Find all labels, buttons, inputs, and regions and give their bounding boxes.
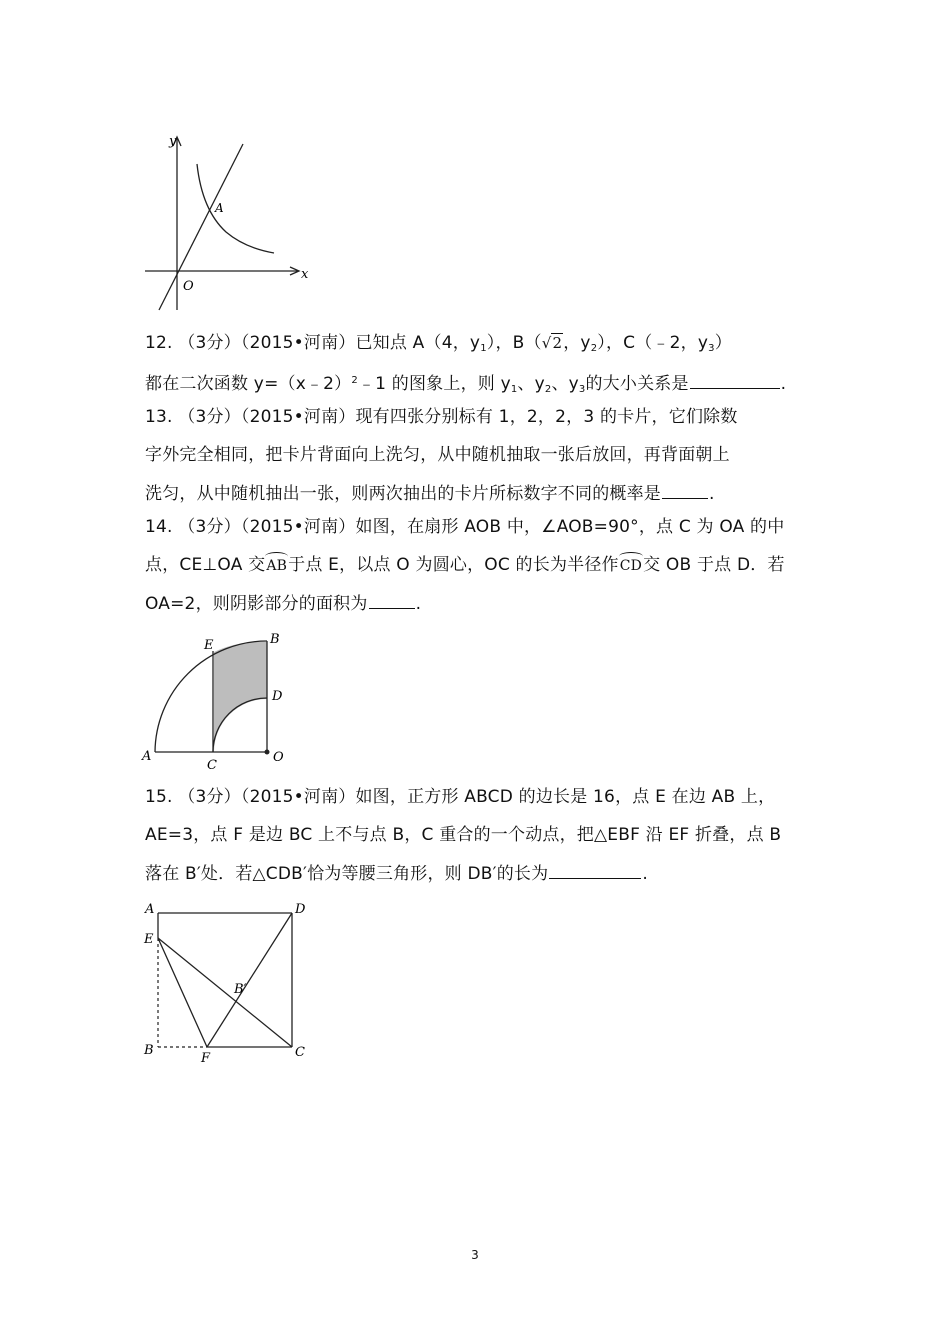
q15-line1: 15. （3分）（2015•河南）如图，正方形 ABCD 的边长是 16，点 E 在边 AB 上， [145,787,776,807]
segment-fd [207,913,292,1047]
label-e: E [204,638,214,653]
label-e: E [144,932,154,947]
label-c: C [295,1045,305,1060]
label-b: B [270,632,280,647]
q14-line2: 点，CE⊥OA 交AB于点 E，以点 O 为圆心，OC 的长为半径作CD交 OB 于点 D．若 [145,555,785,575]
q13-line3: 洗匀，从中随机抽出一张，则两次抽出的卡片所标数字不同的概率是 . [145,484,715,504]
segment-ef [158,938,207,1047]
q13-line2: 字外完全相同，把卡片背面向上洗匀，从中随机抽取一张后放回，再背面朝上 [145,445,730,465]
origin-label: O [183,279,194,294]
page-number: 3 [471,1248,479,1262]
q14-line3: OA=2，则阴影部分的面积为 . [145,594,422,614]
label-d: D [295,902,306,917]
q12-line2: 都在二次函数 y=（x﹣2）$^2$﹣1 的图象上，则 $y_1$、$y_2$、$y_3$的大小关系是 . [145,374,787,395]
answer-blank [690,372,780,389]
linear-function-line [159,144,243,310]
point-a-label: A [215,201,224,215]
segment-ec [158,938,292,1047]
label-f: F [201,1051,211,1066]
figure-square-fold [140,898,315,1068]
label-d: D [272,689,283,704]
answer-blank [549,862,641,879]
arc-cd-symbol: CD [619,555,643,577]
hyperbola-curve [197,164,274,253]
label-c: C [207,758,217,773]
q15-line3: 落在 B′处．若△CDB′恰为等腰三角形，则 DB′的长为 . [145,864,648,884]
label-b-prime: B′ [234,982,247,997]
label-o: O [273,750,284,765]
q13-line1: 13. （3分）（2015•河南）现有四张分别标有 1，2，2，3 的卡片，它们除数 [145,407,738,427]
q15-line2: AE=3，点 F 是边 BC 上不与点 B，C 重合的一个动点，把△EBF 沿 EF 折叠，点 B [145,825,782,845]
q12-line1: 12. （3分）（2015•河南）已知点 A（4，$y_1$），B（√2，$y_2$），C（﹣2，$y_3$） [145,333,732,354]
q14-line1: 14. （3分）（2015•河南）如图，在扇形 AOB 中，∠AOB=90°，点 C 为 OA 的中 [145,517,785,537]
label-b: B [144,1043,154,1058]
figure-sector [140,628,300,778]
shaded-region [214,642,267,751]
point-o-dot [265,750,270,755]
sqrt-symbol: √2 [541,334,563,352]
y-axis-label: y [169,134,177,149]
label-a: A [145,902,155,917]
arc-ab-symbol: AB [265,555,288,577]
label-a: A [142,749,152,764]
answer-blank [662,482,708,499]
figure-function-graph [140,130,315,315]
answer-blank [369,592,415,609]
x-axis-label: x [301,267,309,282]
